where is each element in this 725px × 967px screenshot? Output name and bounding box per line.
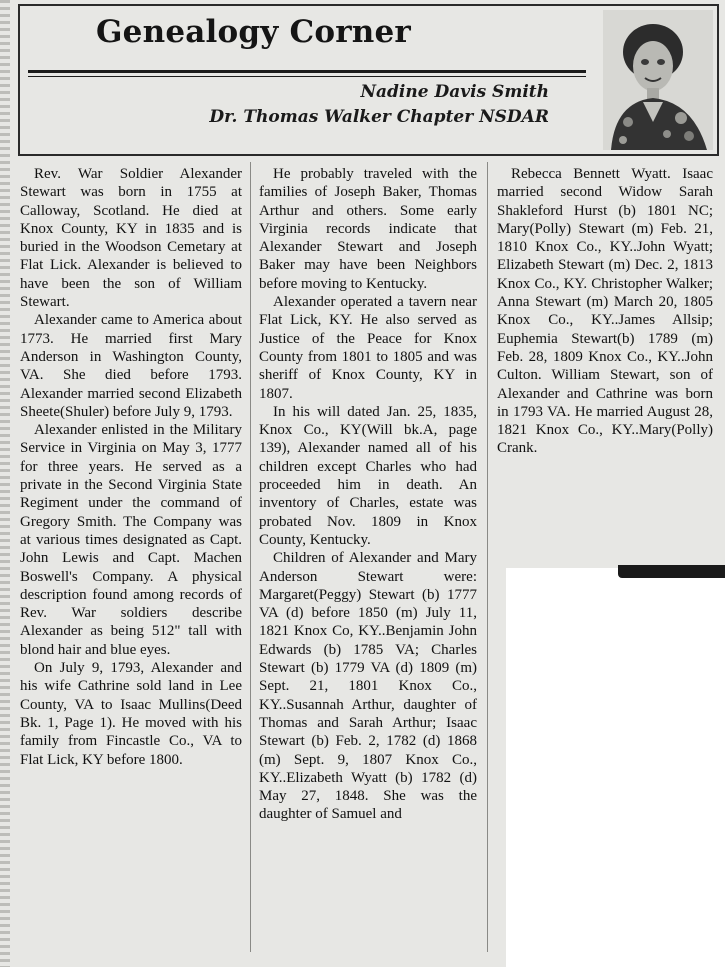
title-rule-thin xyxy=(28,76,586,77)
paragraph: Rev. War Soldier Alexander Stewart was born in 1755 at Calloway, Scotland. He died at Knox County, KY in 1835 and is buried in the Woodson Cemetary at Flat Lick. Alexander is believed to have been the son of William Stewart. xyxy=(20,166,242,311)
column-divider-1 xyxy=(250,162,251,952)
paragraph: Children of Alexander and Mary Anderson Stewart were: Margaret(Peggy) Stewart (b) 1777 VA (d) before 1850 (m) July 11, 1821 Knox Co, KY..Benjamin John Edwards (b) 1785 VA; Charles Stewart (b) 1779 VA (d) 1809 (m) Sept. 21, 1801 Knox Co., KY..Susannah Arthur, daughter of Thomas and Sarah Arthur; Isaac Stewart (b) Feb. 2, 1782 (d) 1868 (m) Sept. 9, 1807 Knox Co., KY..Elizabeth Wyatt (b) 1782 (d) May 27, 1848. She was the daughter of Samuel and xyxy=(259,550,477,823)
torn-left-edge xyxy=(0,0,10,967)
author-photo xyxy=(603,10,713,150)
blank-background xyxy=(506,568,725,967)
paragraph: Alexander enlisted in the Military Service in Virginia on May 3, 1777 for three years. He served as a private in the Second Virginia State Regiment under the command of Gregory Smith. The Company was at various times designated as Capt. John Lewis and Capt. Machen Boswell's Company. A physical description found among records of Rev. War soldiers describe Alexander as being 512" tall with blond hair and blue eyes. xyxy=(20,422,242,658)
column-divider-2 xyxy=(487,162,488,952)
article-column-3 xyxy=(497,165,713,458)
paragraph: Rebecca Bennett Wyatt. Isaac married second Widow Sarah Shakleford Hurst (b) 1801 NC; Mary(Polly) Stewart (m) Feb. 21, 1810 Knox Co., KY..John Wyatt; Elizabeth Stewart (m) Dec. 2, 1813 Knox Co., KY. Christopher Walker; Anna Stewart (m) March 20, 1805 Knox Co., KY..James Allsip; Euphemia Stewart(b) 1789 (m) Feb. 28, 1809 Knox Co., KY..John Culton. William Stewart, son of Alexander and Cathrine was born in 1793 VA. He married August 28, 1821 Knox Co., KY..Mary(Polly) Crank. xyxy=(497,166,713,457)
clipping-edge-shadow xyxy=(618,565,725,578)
paragraph: On July 9, 1793, Alexander and his wife Cathrine sold land in Lee County, VA to Isaac Mullins(Deed Bk. 1, Page 1). He moved with his family from Fincastle Co., VA to Flat Lick, KY before 1800. xyxy=(20,660,242,768)
paragraph: Alexander operated a tavern near Flat Lick, KY. He also served as Justice of the Peace for Knox County from 1801 to 1805 and was sheriff of Knox County, KY in 1807. xyxy=(259,294,477,402)
author-name: Nadine Davis Smith xyxy=(360,82,549,102)
article-column-2 xyxy=(259,165,477,824)
article-column-1 xyxy=(20,165,242,769)
byline xyxy=(209,80,549,130)
portrait-icon xyxy=(603,10,713,150)
paragraph: He probably traveled with the families of Joseph Baker, Thomas Arthur and others. Some early Virginia records indicate that Alexander Stewart and Joseph Baker may have been Neighbors before moving to Kentucky. xyxy=(259,166,477,292)
paragraph: Alexander came to America about 1773. He married first Mary Anderson in Washington County, VA. She died before 1793. Alexander married second Elizabeth Sheete(Shuler) before July 9, 1793. xyxy=(20,312,242,420)
paragraph: In his will dated Jan. 25, 1835, Knox Co., KY(Will bk.A, page 139), Alexander named all of his children except Charles who had proceeded him in death. An inventory of Charles, estate was probated Nov. 1809 in Knox County, Kentucky. xyxy=(259,403,477,548)
column-title: Genealogy Corner xyxy=(96,14,411,50)
title-rule-thick xyxy=(28,70,586,73)
author-chapter: Dr. Thomas Walker Chapter NSDAR xyxy=(209,107,549,127)
